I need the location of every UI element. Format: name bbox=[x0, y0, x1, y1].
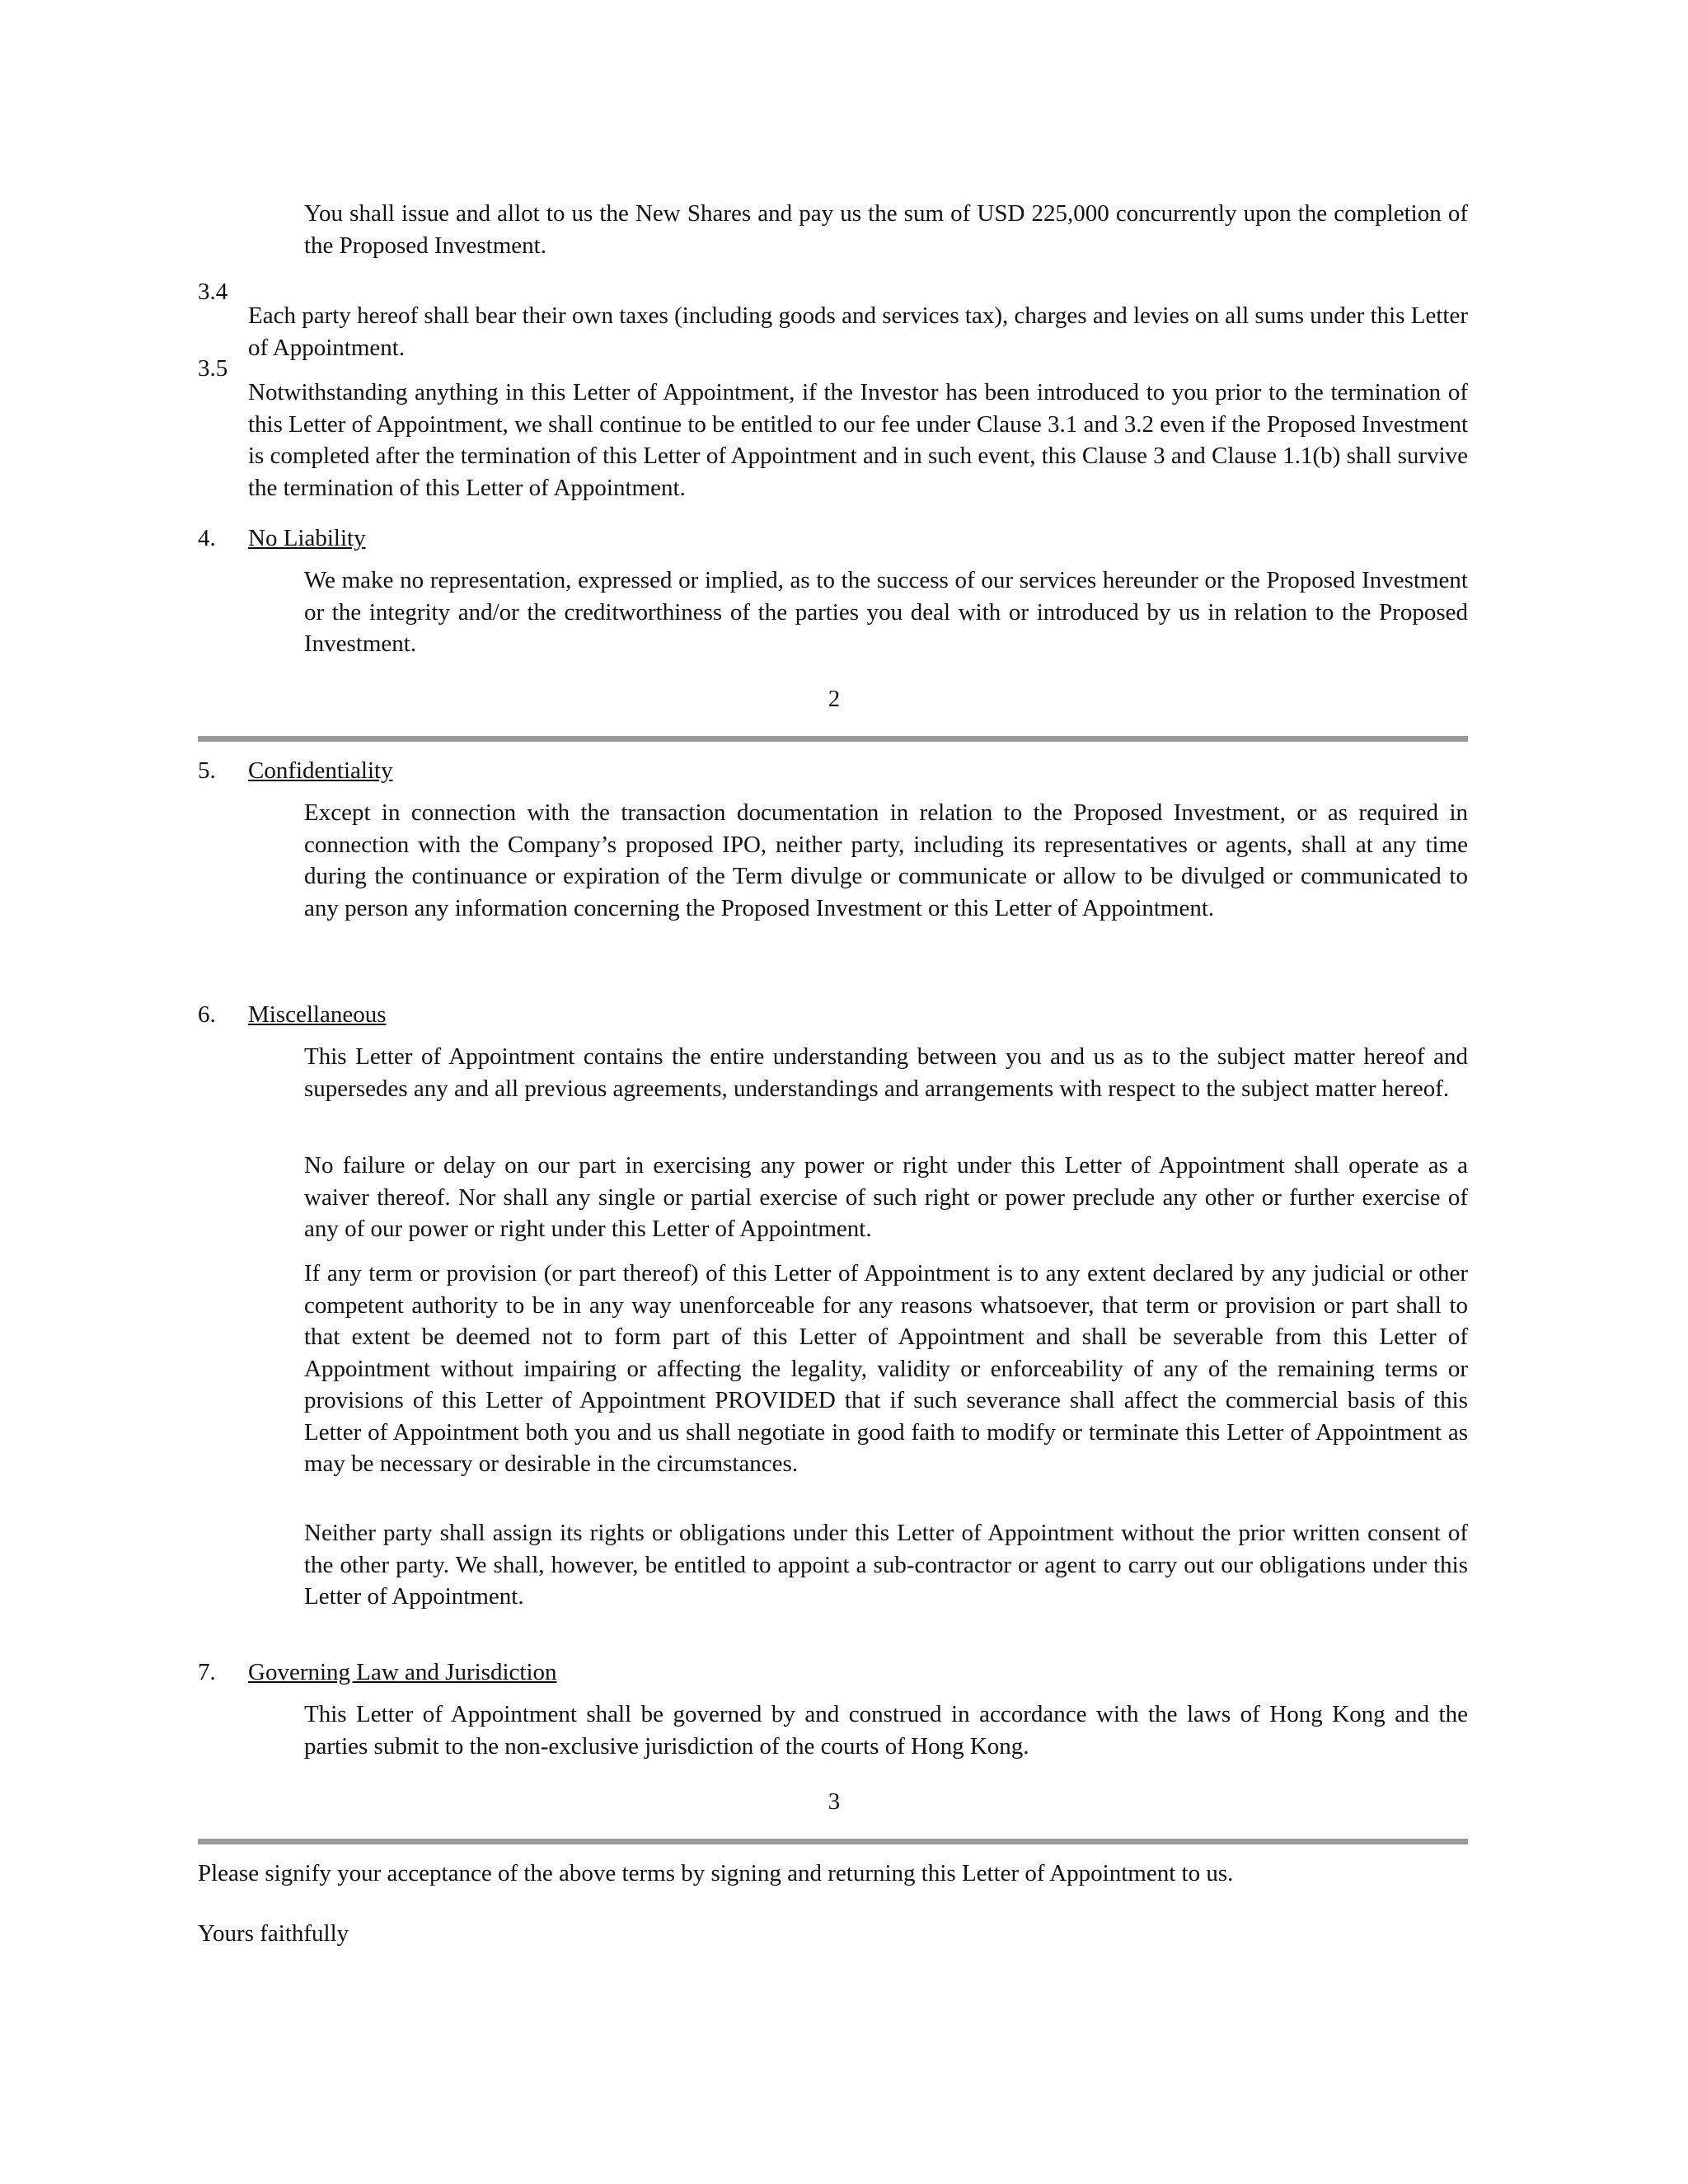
page-number-2: 2 bbox=[828, 686, 841, 712]
page-divider bbox=[198, 736, 1468, 742]
section-heading-governing-law: Governing Law and Jurisdiction bbox=[248, 1659, 557, 1685]
page-number-3: 3 bbox=[828, 1788, 841, 1815]
section-heading-no-liability: No Liability bbox=[248, 525, 366, 551]
closing-salutation: Yours faithfully bbox=[198, 1920, 349, 1947]
section-4-text: We make no representation, expressed or implied, as to the success of our services hereunder or the Proposed Investment or the integrity and/or the creditworthiness of the parties you deal with or introduced by us in relation to the Proposed Investment. bbox=[304, 567, 1468, 657]
section-number-4: 4. bbox=[198, 525, 216, 551]
section-6-paragraph-3: If any term or provision (or part thereof) of this Letter of Appointment is to any extent declared by any judicial or other competent authority to be in any way unenforceable for any reasons whatsoever, that term or provision or part shall to that extent be deemed not to form part of this Letter of Appointment and shall be severable from this Letter of Appointment without impairing or affecting the legality, validity or enforceability of any of the remaining terms or provisions of this Letter of Appointment PROVIDED that if such severance shall affect the commercial basis of this Letter of Appointment both you and us shall negotiate in good faith to modify or terminate this Letter of Appointment as may be necessary or desirable in the circumstances. bbox=[304, 1260, 1468, 1477]
continuation-paragraph: You shall issue and allot to us the New Shares and pay us the sum of USD 225,000 concurrently upon the completion of the Proposed Investment. bbox=[304, 200, 1468, 259]
section-heading-miscellaneous: Miscellaneous bbox=[248, 1001, 387, 1028]
section-5-text: Except in connection with the transaction documentation in relation to the Proposed Investment, or as required in connection with the Company’s proposed IPO, neither party, including its representatives or agents, shall at any time during the continuance or expiration of the Term divulge or communicate or allow to be divulged or communicated to any person any information concerning the Proposed Investment or this Letter of Appointment. bbox=[304, 799, 1468, 921]
section-7-text: This Letter of Appointment shall be governed by and construed in accordance with the laws of Hong Kong and the parties submit to the non-exclusive jurisdiction of the courts of Hong Kong. bbox=[304, 1701, 1468, 1760]
section-6-paragraph-4: Neither party shall assign its rights or obligations under this Letter of Appointment without the prior written consent of the other party. We shall, however, be entitled to appoint a sub-contractor or agent to carry out our obligations under this Letter of Appointment. bbox=[304, 1520, 1468, 1610]
clause-3-5-text: Notwithstanding anything in this Letter of Appointment, if the Investor has been introduced to you prior to the termination of this Letter of Appointment, we shall continue to be entitled to our fee under Clause 3.1 and 3.2 even if the Proposed Investment is completed after the termination of this Letter of Appointment and in such event, this Clause 3 and Clause 1.1(b) shall survive the termination of this Letter of Appointment. bbox=[248, 379, 1468, 501]
clause-3-4-text: Each party hereof shall bear their own taxes (including goods and services tax), charges and levies on all sums under this Letter of Appointment. bbox=[248, 302, 1468, 361]
section-number-5: 5. bbox=[198, 757, 216, 784]
clause-number-3-4: 3.4 bbox=[198, 279, 228, 305]
section-6-paragraph-1: This Letter of Appointment contains the entire understanding between you and us as to the subject matter hereof and supersedes any and all previous agreements, understandings and arrangements with respect to the subject matter hereof. bbox=[304, 1043, 1468, 1102]
page-divider bbox=[198, 1839, 1468, 1844]
section-6-paragraph-2: No failure or delay on our part in exercising any power or right under this Letter of Appointment shall operate as a waiver thereof. Nor shall any single or partial exercise of such right or power preclude any other or further exercise of any of our power or right under this Letter of Appointment. bbox=[304, 1152, 1468, 1242]
section-number-6: 6. bbox=[198, 1001, 216, 1028]
acceptance-statement: Please signify your acceptance of the above terms by signing and returning this Letter of Appointment to us. bbox=[198, 1860, 1234, 1886]
section-heading-confidentiality: Confidentiality bbox=[248, 757, 393, 784]
section-number-7: 7. bbox=[198, 1659, 216, 1685]
clause-number-3-5: 3.5 bbox=[198, 355, 228, 382]
